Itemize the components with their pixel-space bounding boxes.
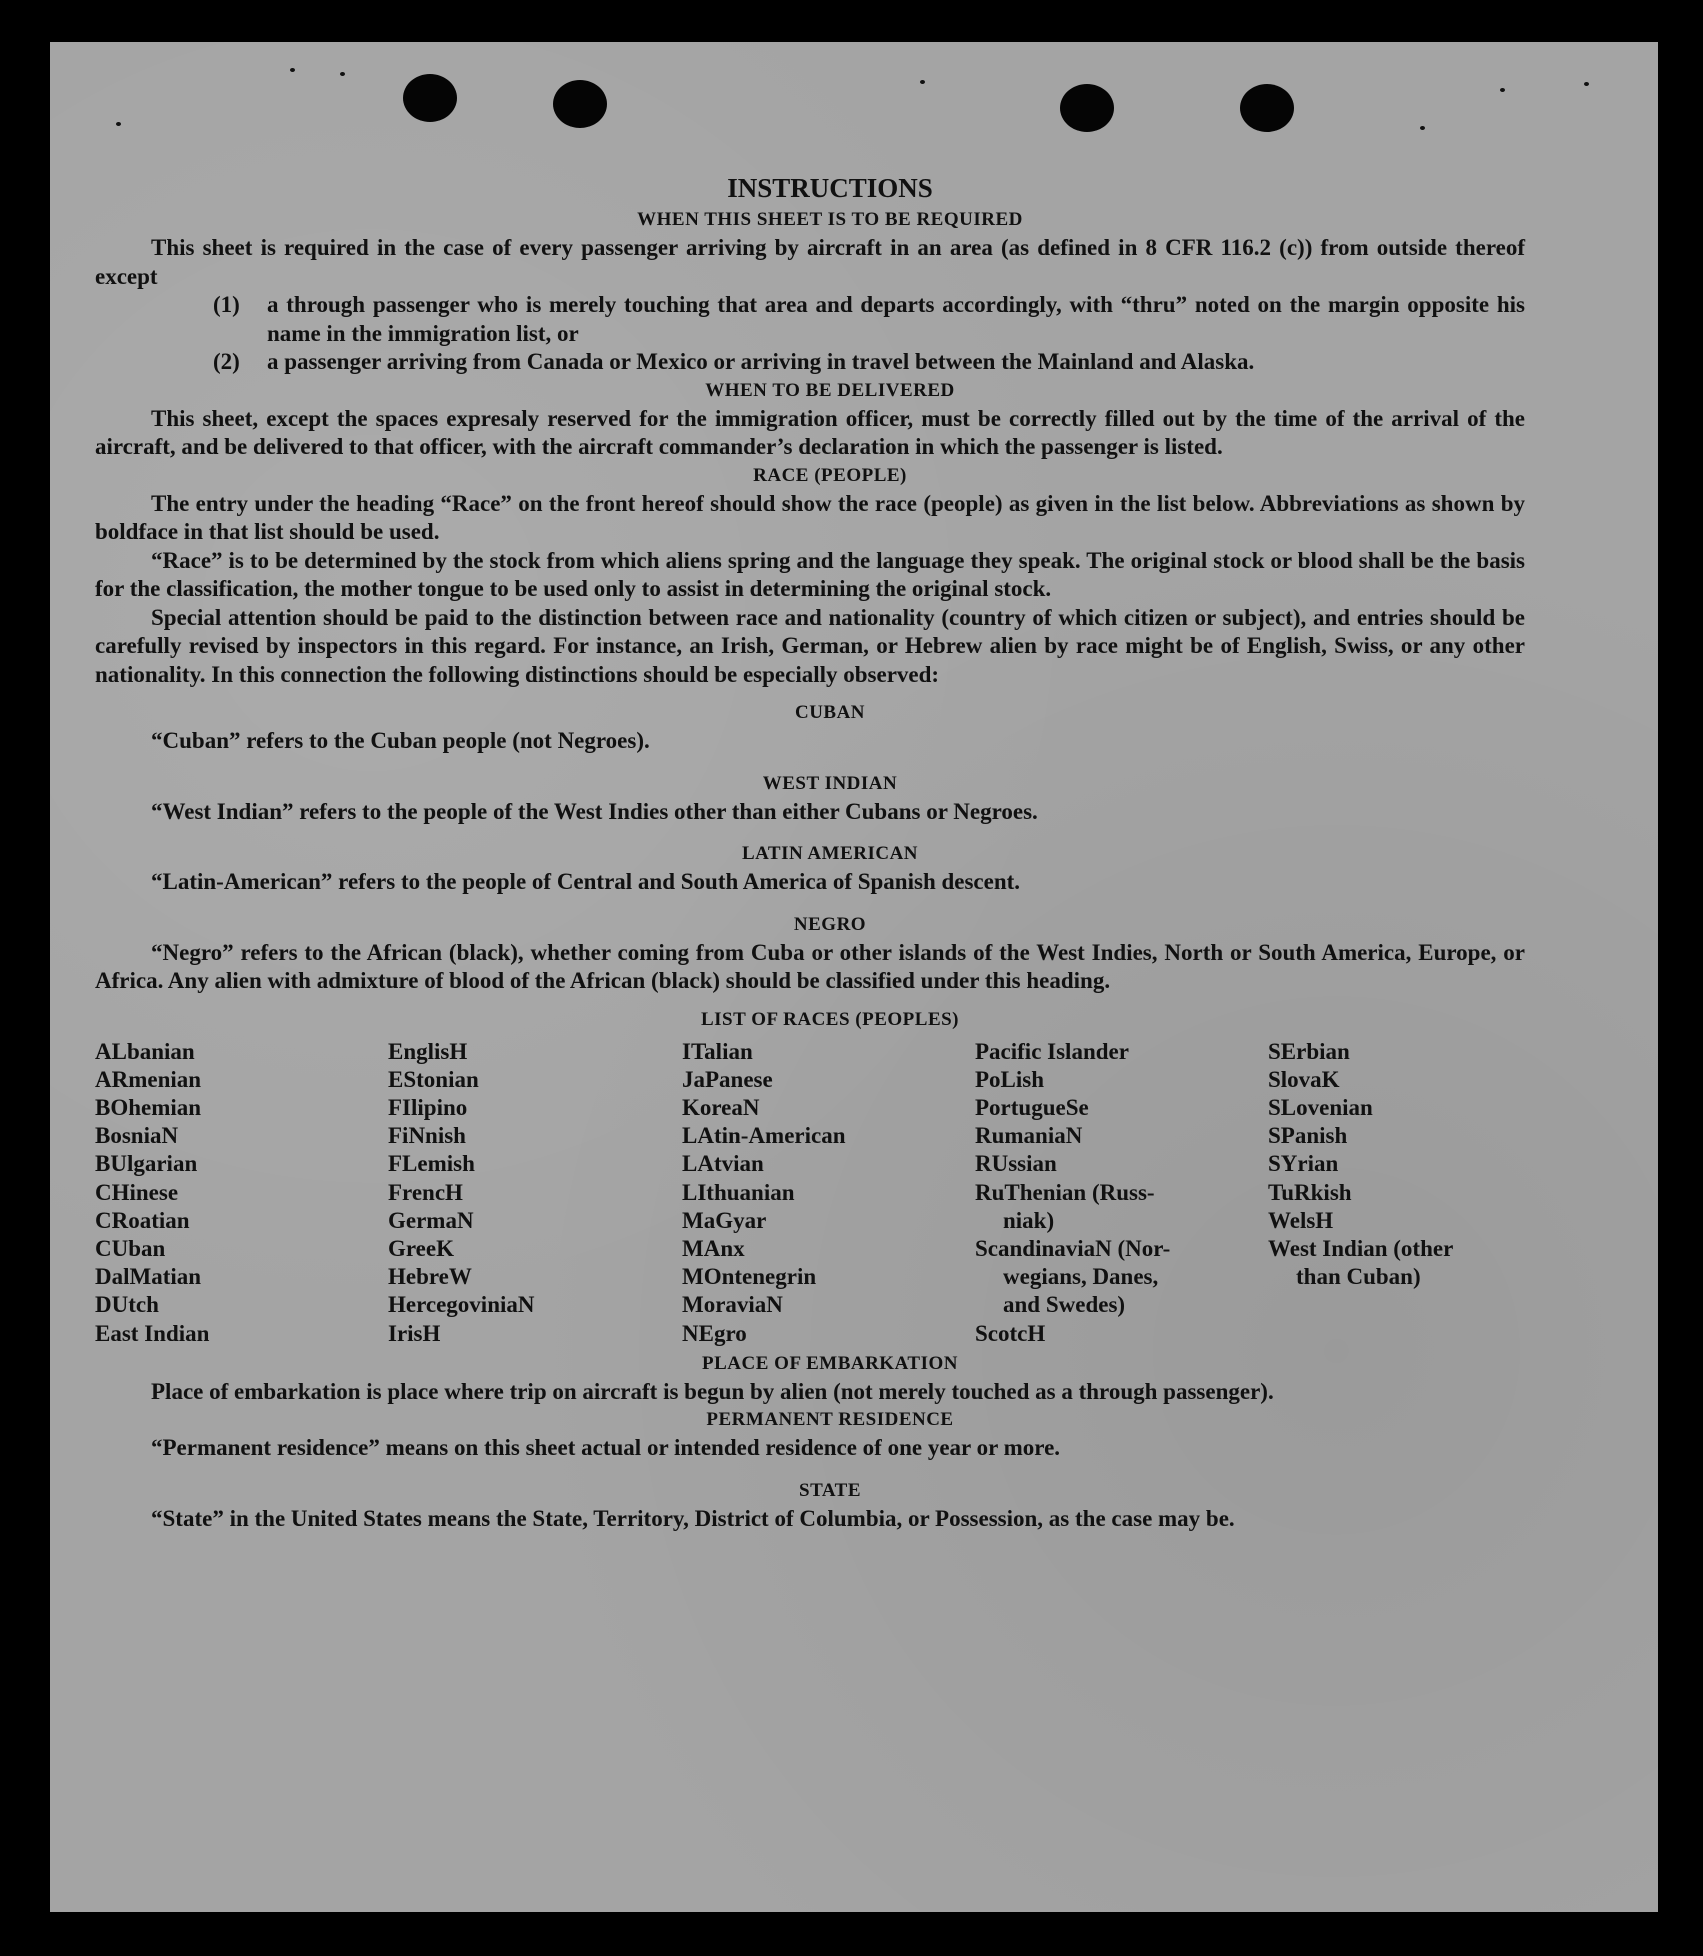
race-entry: PoLish	[975, 1066, 1045, 1092]
race-column	[975, 1038, 1268, 1348]
race-entry: MAnx	[682, 1235, 745, 1261]
race-column	[388, 1038, 682, 1348]
race-entry: niak)	[1003, 1207, 1055, 1233]
page-title: INSTRUCTIONS	[727, 173, 933, 203]
race-entry: RumaniaN	[975, 1123, 1083, 1149]
race-entry: TuRkish	[1268, 1179, 1352, 1205]
race-entry: East Indian	[95, 1320, 210, 1346]
section-heading-residence: PERMANENT RESIDENCE	[706, 1409, 954, 1431]
race-entry: NEgro	[682, 1320, 747, 1346]
race-entry: FLemish	[388, 1151, 475, 1177]
race-entry: SLovenian	[1268, 1094, 1373, 1120]
race-entry: GermaN	[388, 1207, 474, 1233]
speck	[1500, 88, 1505, 92]
race-entry: WelsH	[1268, 1207, 1334, 1233]
race-entry: BUlgarian	[95, 1151, 198, 1177]
speck	[1420, 126, 1425, 130]
section-heading-cuban: CUBAN	[794, 702, 866, 723]
race-entry: LAtvian	[682, 1151, 764, 1177]
exception-item	[213, 291, 1525, 348]
race-entry: FIlipino	[388, 1094, 468, 1120]
race-entry: SPanish	[1268, 1123, 1348, 1149]
speck	[1584, 82, 1589, 86]
race-entry: CHinese	[95, 1179, 179, 1205]
race-entry: BOhemian	[95, 1094, 202, 1120]
section-heading-negro: NEGRO	[793, 913, 867, 935]
when-required-intro: This sheet is required in the case of every passenger arriving by aircraft in an area (as defined in 8 CFR 116.2 (c)) from outside thereof except	[95, 235, 1525, 289]
race-entry: wegians, Danes,	[1003, 1264, 1159, 1290]
race-entry: JaPanese	[682, 1066, 773, 1092]
document-sheet	[50, 42, 1658, 1912]
race-entry: BosniaN	[95, 1123, 179, 1149]
race-entry: PortugueSe	[975, 1094, 1089, 1120]
speck	[340, 72, 345, 76]
section-heading-when-required: WHEN THIS SHEET IS TO BE REQUIRED	[637, 209, 1023, 230]
when-delivered-text: This sheet, except the spaces expresaly reserved for the immigration officer, must be correctly filled out by the time of the arrival of the aircraft, and be delivered to that officer, with the aircraft commander’s declaration in which the passenger is listed.	[95, 405, 1525, 459]
race-entry: RuThenian (Russ-	[975, 1179, 1155, 1205]
item-text: a passenger arriving from Canada or Mexico or arriving in travel between the Mainland and Alaska.	[267, 349, 1255, 374]
speck	[116, 122, 121, 126]
section-heading-embarkation: PLACE OF EMBARKATION	[702, 1352, 958, 1374]
race-entry: ScandinaviaN (Nor-	[975, 1235, 1171, 1261]
race-entry: and Swedes)	[1003, 1292, 1126, 1318]
race-entry: SlovaK	[1268, 1066, 1340, 1092]
race-entry: LIthuanian	[682, 1179, 795, 1205]
race-column	[1268, 1038, 1525, 1348]
section-heading-state: STATE	[799, 1479, 861, 1501]
race-entry: MaGyar	[682, 1207, 767, 1233]
race-list	[95, 1038, 1525, 1348]
race-entry: DUtch	[95, 1292, 159, 1318]
section-heading-west-indian: WEST INDIAN	[762, 772, 898, 794]
section-heading-race: RACE (PEOPLE)	[753, 464, 907, 486]
race-entry: SErbian	[1268, 1038, 1350, 1064]
west-indian-text: “West Indian” refers to the people of the West Indies other than either Cubans or Negroes.	[151, 798, 1038, 824]
race-column	[95, 1038, 388, 1348]
punch-hole	[403, 74, 457, 122]
race-entry: CRoatian	[95, 1207, 190, 1233]
item-number: (2)	[213, 349, 240, 374]
instructions-content	[95, 170, 1525, 1533]
race-entry: FiNnish	[388, 1123, 466, 1149]
item-text: a through passenger who is merely touching that area and departs accordingly, with “thru” noted on the margin opposite his name in the immigration list, or	[267, 292, 1525, 346]
residence-text: “Permanent residence” means on this sheet actual or intended residence of one year or more.	[151, 1435, 1061, 1461]
punch-hole	[1240, 84, 1294, 132]
race-entry: KoreaN	[682, 1094, 760, 1120]
punch-hole	[1060, 84, 1114, 132]
negro-text: “Negro” refers to the African (black), whether coming from Cuba or other islands of the West Indies, North or South America, Europe, or Africa. Any alien with admixture of blood of the African (black) should be classified under this heading.	[95, 939, 1525, 993]
race-entry: DalMatian	[95, 1264, 202, 1290]
race-paragraph: “Race” is to be determined by the stock from which aliens spring and the language they speak. The original stock or blood shall be the basis for the classification, the mother tongue to be used only to assist in determining the original stock.	[95, 547, 1525, 601]
race-entry: EStonian	[388, 1066, 479, 1092]
race-entry: SYrian	[1268, 1151, 1339, 1177]
speck	[290, 68, 295, 72]
race-entry: CUban	[95, 1235, 166, 1261]
race-column	[682, 1038, 975, 1348]
state-text: “State” in the United States means the State, Territory, District of Columbia, or Possession, as the case may be.	[151, 1505, 1235, 1531]
race-entry: MOntenegrin	[682, 1264, 817, 1290]
race-entry: LAtin-American	[682, 1123, 846, 1149]
race-entry: ITalian	[682, 1038, 753, 1064]
race-entry: FrencH	[388, 1179, 463, 1205]
race-entry: HercegoviniaN	[388, 1292, 535, 1318]
race-entry: EnglisH	[388, 1038, 468, 1064]
section-heading-latin-american: LATIN AMERICAN	[741, 843, 919, 864]
embarkation-text: Place of embarkation is place where trip on aircraft is begun by alien (not merely touched as a through passenger).	[151, 1378, 1274, 1404]
cuban-text: “Cuban” refers to the Cuban people (not Negroes).	[151, 728, 650, 753]
item-number: (1)	[213, 292, 240, 317]
race-paragraph: Special attention should be paid to the distinction between race and nationality (country of which citizen or subject), and entries should be carefully revised by inspectors in this regard. For instance, an Irish, German, or Hebrew alien by race might be of English, Swiss, or any other nationality. In this connection the following distinctions should be especially observed:	[95, 604, 1525, 687]
exception-item	[213, 348, 1525, 377]
race-entry: GreeK	[388, 1235, 454, 1261]
race-entry: ALbanian	[95, 1038, 195, 1064]
race-entry: than Cuban)	[1296, 1264, 1421, 1290]
punch-hole	[553, 80, 607, 128]
race-entry: West Indian (other	[1268, 1235, 1454, 1261]
race-entry: HebreW	[388, 1264, 472, 1290]
race-entry: MoraviaN	[682, 1292, 783, 1318]
race-entry: Pacific Islander	[975, 1038, 1129, 1064]
race-entry: ARmenian	[95, 1066, 202, 1092]
section-heading-when-delivered: WHEN TO BE DELIVERED	[705, 379, 955, 401]
section-heading-list-of-races: LIST OF RACES (PEOPLES)	[700, 1008, 960, 1030]
race-entry: RUssian	[975, 1151, 1057, 1177]
race-entry: IrisH	[388, 1320, 441, 1346]
speck	[920, 80, 925, 84]
race-paragraph: The entry under the heading “Race” on the front hereof should show the race (people) as given in the list below. Abbreviations as shown by boldface in that list should be used.	[95, 490, 1525, 544]
race-entry: ScotcH	[975, 1320, 1046, 1346]
latin-american-text: “Latin-American” refers to the people of Central and South America of Spanish descent.	[151, 869, 1021, 894]
